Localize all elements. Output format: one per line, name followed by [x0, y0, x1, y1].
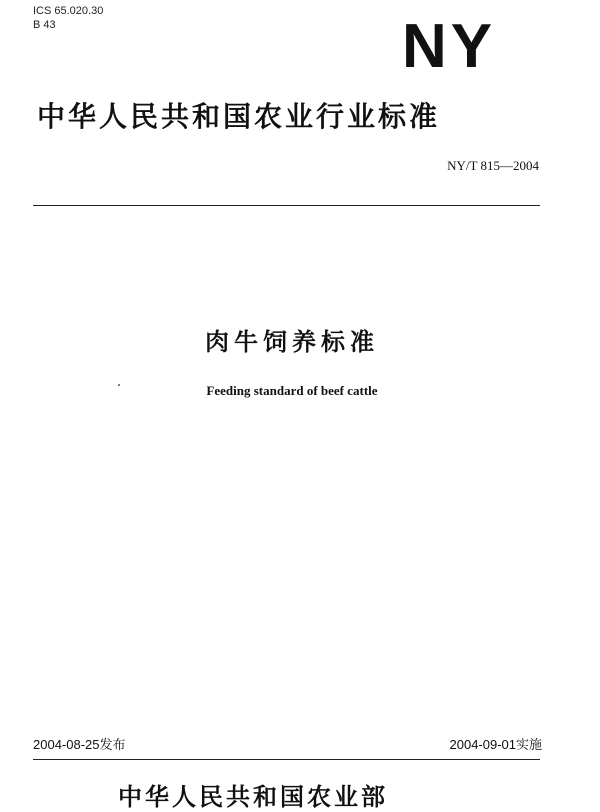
ny-logo: NY [402, 12, 497, 81]
document-title-chinese: 肉牛饲养标准 [205, 328, 379, 356]
standard-number: NY/T 815—2004 [447, 158, 539, 173]
ccs-code: B 43 [33, 19, 56, 31]
ministry-title: 中华人民共和国农业行业标准 [37, 100, 441, 133]
issuing-authority: 中华人民共和国农业部 [118, 783, 388, 811]
implementation-date: 2004-09-01实施 [449, 737, 542, 752]
classification-codes [33, 4, 103, 32]
ics-code: ICS 65.020.30 [33, 5, 104, 17]
footer-divider [33, 759, 540, 760]
header-divider [33, 205, 540, 206]
document-title-english: Feeding standard of beef cattle [206, 383, 378, 398]
issue-date: 2004-08-25发布 [33, 737, 126, 752]
